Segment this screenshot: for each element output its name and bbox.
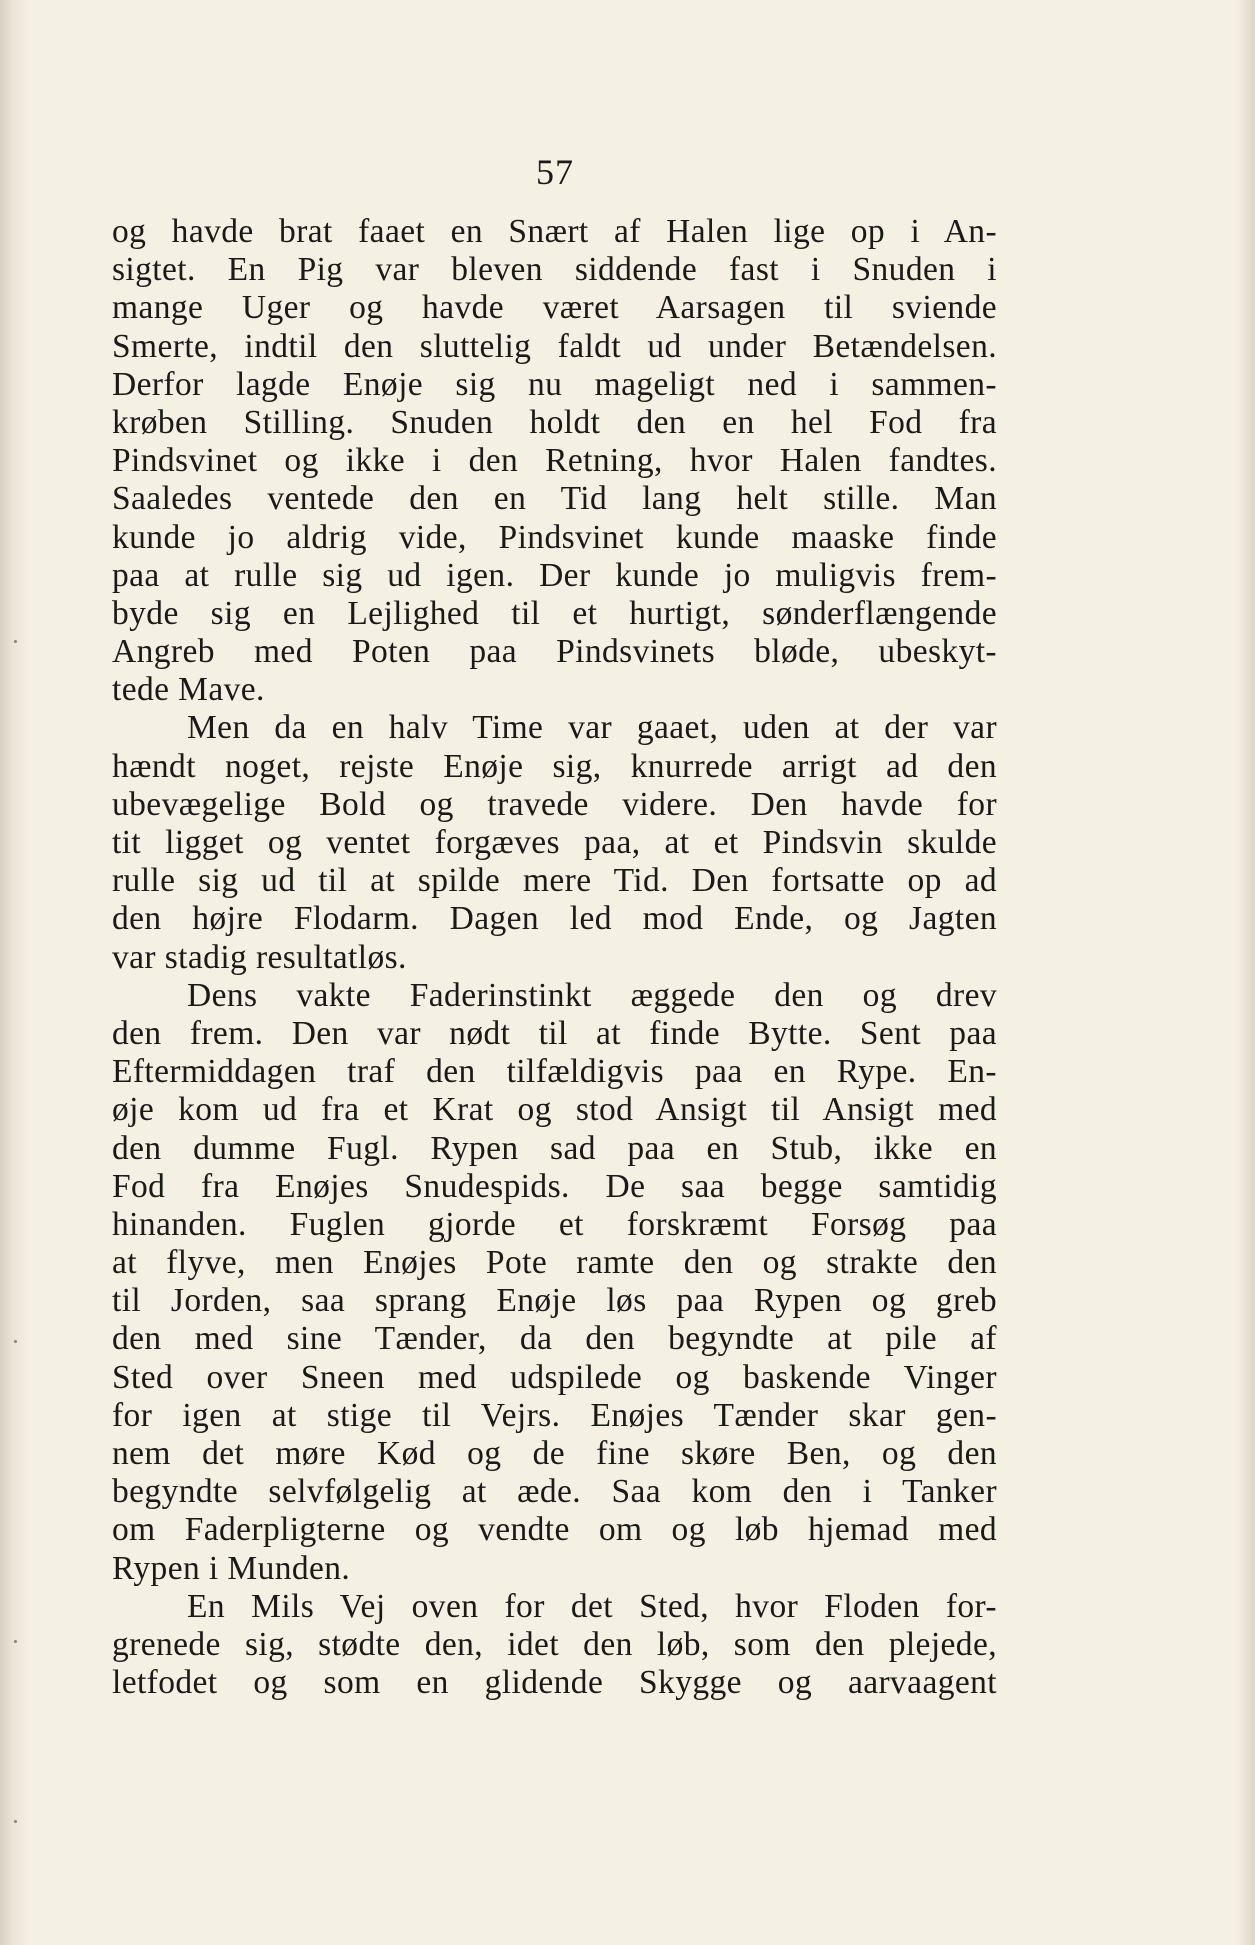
text-line: Pindsvinet og ikke i den Retning, hvor Halen fandtes. [112,442,997,480]
text-line: øje kom ud fra et Krat og stod Ansigt til Ansigt med [112,1091,997,1129]
text-line: Eftermiddagen traf den tilfældigvis paa en Rype. En- [112,1053,997,1091]
text-line: byde sig en Lejlighed til et hurtigt, sønderflængende [112,594,997,632]
text-line: at flyve, men Enøjes Pote ramte den og strakte den [112,1244,997,1282]
text-line: om Faderpligterne og vendte om og løb hjemad med [112,1511,997,1549]
text-line: krøben Stilling. Snuden holdt den en hel Fod fra [112,403,997,441]
text-line: tede Mave. [112,671,265,709]
text-line: den med sine Tænder, da den begyndte at pile af [112,1320,997,1358]
text-line: Dens vakte Faderinstinkt æggede den og drev [187,976,997,1014]
text-line: Derfor lagde Enøje sig nu mageligt ned i sammen- [112,365,997,403]
text-line: for igen at stige til Vejrs. Enøjes Tænder skar gen- [112,1396,997,1434]
text-line: Angreb med Poten paa Pindsvinets bløde, ubeskyt- [112,633,997,671]
text-line: ubevægelige Bold og travede videre. Den havde for [112,785,997,823]
text-line: kunde jo aldrig vide, Pindsvinet kunde maaske finde [112,518,997,556]
text-line: den frem. Den var nødt til at finde Bytte. Sent paa [112,1014,997,1052]
text-line: grenede sig, stødte den, idet den løb, som den plejede, [112,1625,997,1663]
text-line: den dumme Fugl. Rypen sad paa en Stub, ikke en [112,1129,997,1167]
paper-speck [14,640,17,643]
text-line: Fod fra Enøjes Snudespids. De saa begge samtidig [112,1167,997,1205]
text-line: til Jorden, saa sprang Enøje løs paa Rypen og greb [112,1282,997,1320]
text-line: Men da en halv Time var gaaet, uden at der var [187,709,997,747]
text-line: Smerte, indtil den sluttelig faldt ud under Betændelsen. [112,327,997,365]
text-line: tit ligget og ventet forgæves paa, at et Pindsvin skulde [112,824,997,861]
text-line: hinanden. Fuglen gjorde et forskræmt Forsøg paa [112,1205,997,1243]
text-line: En Mils Vej oven for det Sted, hvor Floden for- [187,1587,997,1625]
text-line: mange Uger og havde været Aarsagen til sviende [112,289,997,327]
paper-speck [14,1640,17,1643]
body-text [112,213,997,1702]
text-line: og havde brat faaet en Snært af Halen lige op i An- [112,213,997,250]
text-line: den højre Flodarm. Dagen led mod Ende, og Jagten [112,900,997,938]
text-line: hændt noget, rejste Enøje sig, knurrede arrigt ad den [112,747,997,785]
text-line: letfodet og som en glidende Skygge og aarvaagent [112,1664,997,1702]
text-line: nem det møre Kød og de fine skøre Ben, og den [112,1435,997,1472]
text-line: Rypen i Munden. [112,1549,351,1587]
text-line: Sted over Sneen med udspilede og baskende Vinger [112,1358,997,1396]
text-line: paa at rulle sig ud igen. Der kunde jo muligvis frem- [112,556,997,594]
page-number: 57 [536,152,574,192]
text-line: Saaledes ventede den en Tid lang helt stille. Man [112,480,997,518]
scan-right-edge [1237,0,1255,1945]
text-line: begyndte selvfølgelig at æde. Saa kom den i Tanker [112,1473,997,1511]
text-line: sigtet. En Pig var bleven siddende fast i Snuden i [112,251,997,289]
paper-speck [14,1340,17,1343]
paper-speck [14,1820,17,1823]
text-line: var stadig resultatløs. [112,938,407,976]
text-line: rulle sig ud til at spilde mere Tid. Den fortsatte op ad [112,862,997,900]
scan-left-edge [0,0,30,1945]
